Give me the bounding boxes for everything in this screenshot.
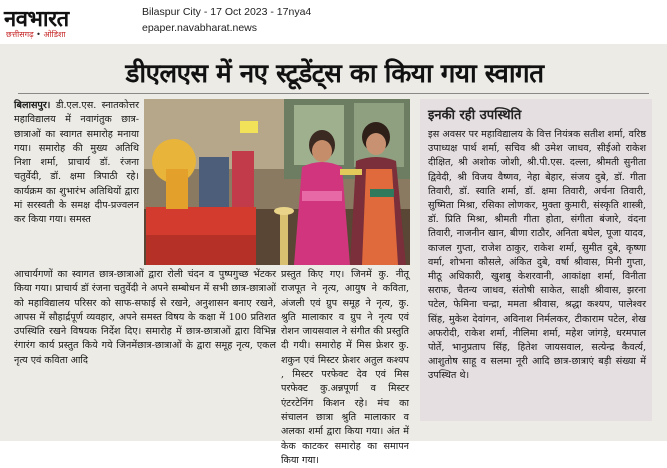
article-column-1-text: डी.एल.एस. स्नातकोत्तर महाविद्यालय में नवागंतुक छात्र-छात्राओं का स्वागत समारोह मनाया गया। समारोह की मुख्य अतिथि निशा शर्मा, प्राचार्य डॉ. रंजना चतुर्वेदी, डॉ. क्षमा त्रिपाठी रहे। कार्यक्रम का शुभारंभ अतिथियों द्वारा मां सरस्वती के समक्ष दीप-प्रज्वलन कर किया गया। समस्त <box>14 100 139 226</box>
article-column-2: आचार्यगणों का स्वागत छात्र-छात्राओं द्वारा रोली चंदन व पुष्पगुच्छ भेंटकर किया गया। प्राचार्य डॉ रंजना चतुर्वेदी ने अपने सम्बोधन में सभी छात्र-छात्राओं को महाविद्यालय परिसर को साफ-सफाई से रखने, अनुशासन बनाए रखने, आपस में सौहार्द्रपूर्ण व्यवहार, अपने समस्त विषय के कक्षा में 100 प्रतिशत उपस्थिति रखने विषयक निर्देश दिए। समारोह में छात्र-छात्राओं द्वारा विभिन्न रंगारंग कार्य प्रस्तुत किये गये जिनमेंछात्र-छात्राओं के द्वारा समूह नृत्य, एकल नृत्य एवं कविता आदि <box>14 269 276 366</box>
logo-wordmark: नवभारत <box>4 7 69 32</box>
edition-line: Bilaspur City - 17 Oct 2023 - 17nya4 <box>142 6 312 18</box>
attendees-title: इनकी रही उपस्थिति <box>428 108 522 123</box>
article-column-1 <box>14 99 139 228</box>
navbharat-logo <box>4 3 129 41</box>
logo-region-2: ओडिशा <box>43 30 66 39</box>
logo-region-text <box>6 29 66 40</box>
article-dateline: बिलासपुर। <box>14 100 51 111</box>
logo-region-1: छत्तीसगढ़ <box>6 30 34 39</box>
logo-region-separator: • <box>36 30 41 39</box>
event-photo <box>144 99 410 265</box>
epaper-url: epaper.navabharat.news <box>142 22 258 34</box>
headline-divider <box>18 93 649 94</box>
event-photo-illustration <box>144 99 410 265</box>
masthead <box>0 0 667 44</box>
attendees-list: इस अवसर पर महाविद्यालय के वित्त नियंत्रक सतीश शर्मा, वरिष्ठ उपाध्यक्ष पार्थ शर्मा, सचिव श्री उमेश जाधव, सीईओ राकेश दीक्षित, श्री अशोक जोशी, श्री.पी.एस. दल्ला, श्रीमती सुनीता द्विवेदी, श्री विजय वैष्णव, नेहा बेहार, संजय दुबे, डॉ. गीता तिवारी, डॉ. स्वाति शर्मा, डॉ. क्षमा तिवारी, अर्चना तिवारी, सुष्मिता मिश्रा, रसिका लोणकर, मुक्ता कुमारी, संस्कृति शास्त्री, डॉ. प्रिति मिश्रा, श्रीमती गीता होता, संगीता बंजारे, वंदना तिवारी, नाजनीन खान, बीणा राठौर, अनिता बघेल, पूजा यादव, काजल गुप्ता, राजेश ठाकुर, राकेश शर्मा, सुमीत दुबे, कृष्णा वर्मा, शोभना कौसले, अंकित दुबे, वर्षा श्रीवास, मिनी गुप्ता, मीठू अधिकारी, खुशबु केशरवानी, आकांक्षा शर्मा, विनीता सराफ, चैतन्य जाधव, संतोषी साकेत, साक्षी श्रीवास, झरना पटेल, फेमिना चन्द्रा, ममता श्रीवास, श्रद्धा कश्यप, पालेश्वर सिंह, मुकेश देवांगन, अविनाश निर्मलकर, टीकाराम पटेल, शेख अफरोदी, राकेश शर्मा, नीलिमा शर्मा, महेश जांगड़े, धरमपाल पोर्ते, भानुप्रताप सिंह, हितेश जायसवाल, सत्येन्द्र कैवर्त्य, आशुतोष साहू व सलमा नूरी आदि छात्र-छात्राएं बड़ी संख्या में उपस्थित थे। <box>428 129 646 382</box>
article-headline: डीएलएस में नए स्टूडेंट्स का किया गया स्वागत <box>125 59 544 89</box>
article-column-3: प्रस्तुत किए गए। जिनमें कु. नीतू राजपूत ने नृत्य, आयुष ने कविता, अंजली एवं ग्रुप समूह ने नृत्य, कु. श्रुति मालाकार व ग्रुप ने नृत्य एवं रोशन जायसवाल ने संगीत की प्रस्तुति दी गयी। समारोह में मिस फ्रेशर कु. शकुन एवं मिस्टर फ्रेशर अतुल कश्यप , मिस्टर परफेक्ट देव एवं मिस परफेक्ट कु.अन्नपूर्णा व मिस्टर एंटरटेनिंग किशन रहे। मंच का संचालन छात्रा श्रुति मालाकार व अलका शर्मा द्वारा किया गया। अंत में केक काटकर समारोह का समापन किया गया। <box>281 269 409 466</box>
